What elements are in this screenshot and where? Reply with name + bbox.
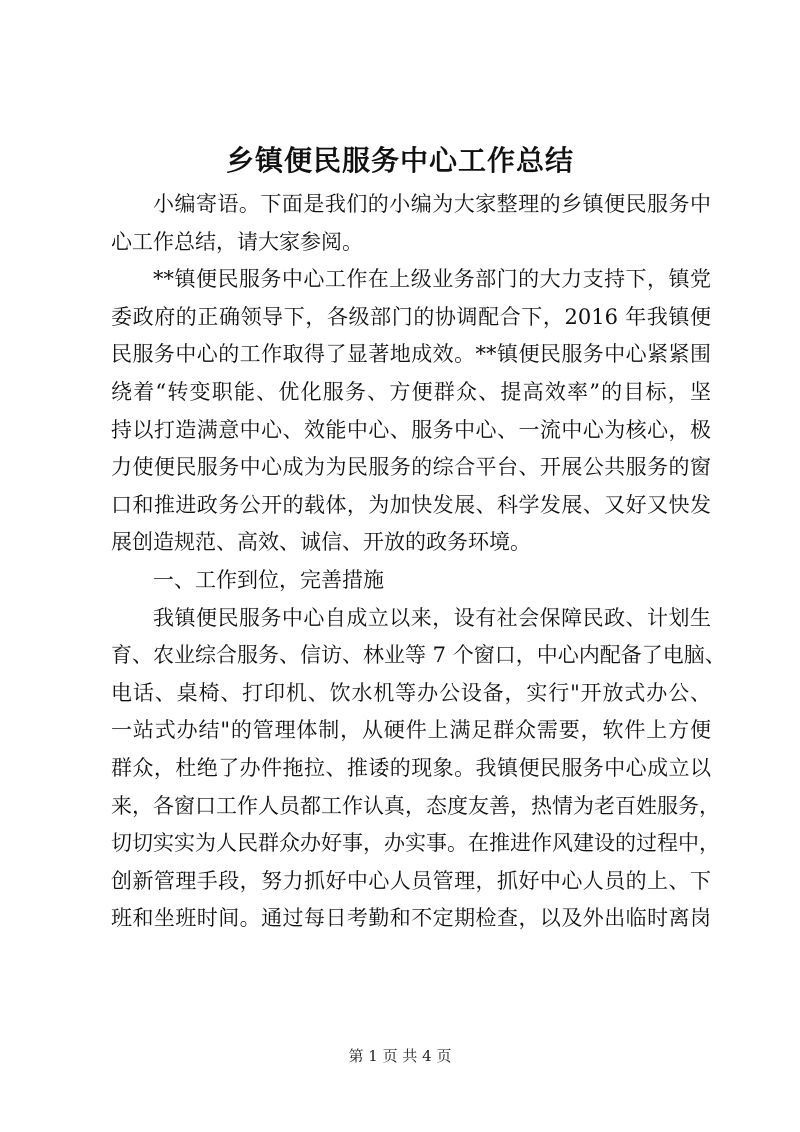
text-line: 持以打造满意中心、效能中心、服务中心、一流中心为核心，极 <box>111 417 711 442</box>
text-line: 绕着“转变职能、优化服务、方便群众、提高效率”的目标，坚 <box>111 379 711 404</box>
text-line: 心工作总结，请大家参阅。 <box>111 229 363 254</box>
text-line: 我镇便民服务中心自成立以来，设有社会保障民政、计划生 <box>153 605 711 630</box>
text-line: 委政府的正确领导下，各级部门的协调配合下，2016 年我镇便 <box>111 304 711 329</box>
text-line: 力使便民服务中心成为为民服务的综合平台、开展公共服务的窗 <box>111 455 711 480</box>
text-line: 一站式办结"的管理体制，从硬件上满足群众需要，软件上方便 <box>111 718 711 743</box>
text-line: 切切实实为人民群众办好事，办实事。在推进作风建设的过程中， <box>111 831 720 856</box>
document-body <box>111 186 726 938</box>
text-line: 一、工作到位，完善措施 <box>153 567 384 592</box>
text-line: 民服务中心的工作取得了显著地成效。**镇便民服务中心紧紧围 <box>111 342 711 367</box>
document-title: 乡镇便民服务中心工作总结 <box>225 144 574 177</box>
text-line: 电话、桌椅、打印机、饮水机等办公设备，实行"开放式办公、 <box>111 680 711 705</box>
text-line: **镇便民服务中心工作在上级业务部门的大力支持下，镇党 <box>153 267 711 292</box>
page-footer: 第 1 页 共 4 页 <box>348 1047 452 1065</box>
text-line: 小编寄语。下面是我们的小编为大家整理的乡镇便民服务中 <box>153 192 711 216</box>
text-line: 来，各窗口工作人员都工作认真，态度友善，热情为老百姓服务， <box>111 793 720 818</box>
text-line: 口和推进政务公开的载体，为加快发展、科学发展、又好又快发 <box>111 492 711 517</box>
text-line: 班和坐班时间。通过每日考勤和不定期检查，以及外出临时离岗 <box>111 906 711 931</box>
text-line: 展创造规范、高效、诚信、开放的政务环境。 <box>111 530 531 555</box>
text-line: 育、农业综合服务、信访、林业等 7 个窗口，中心内配备了电脑、 <box>111 643 726 668</box>
text-line: 创新管理手段，努力抓好中心人员管理，抓好中心人员的上、下 <box>111 868 711 893</box>
text-line: 群众，杜绝了办件拖拉、推诿的现象。我镇便民服务中心成立以 <box>111 755 711 780</box>
